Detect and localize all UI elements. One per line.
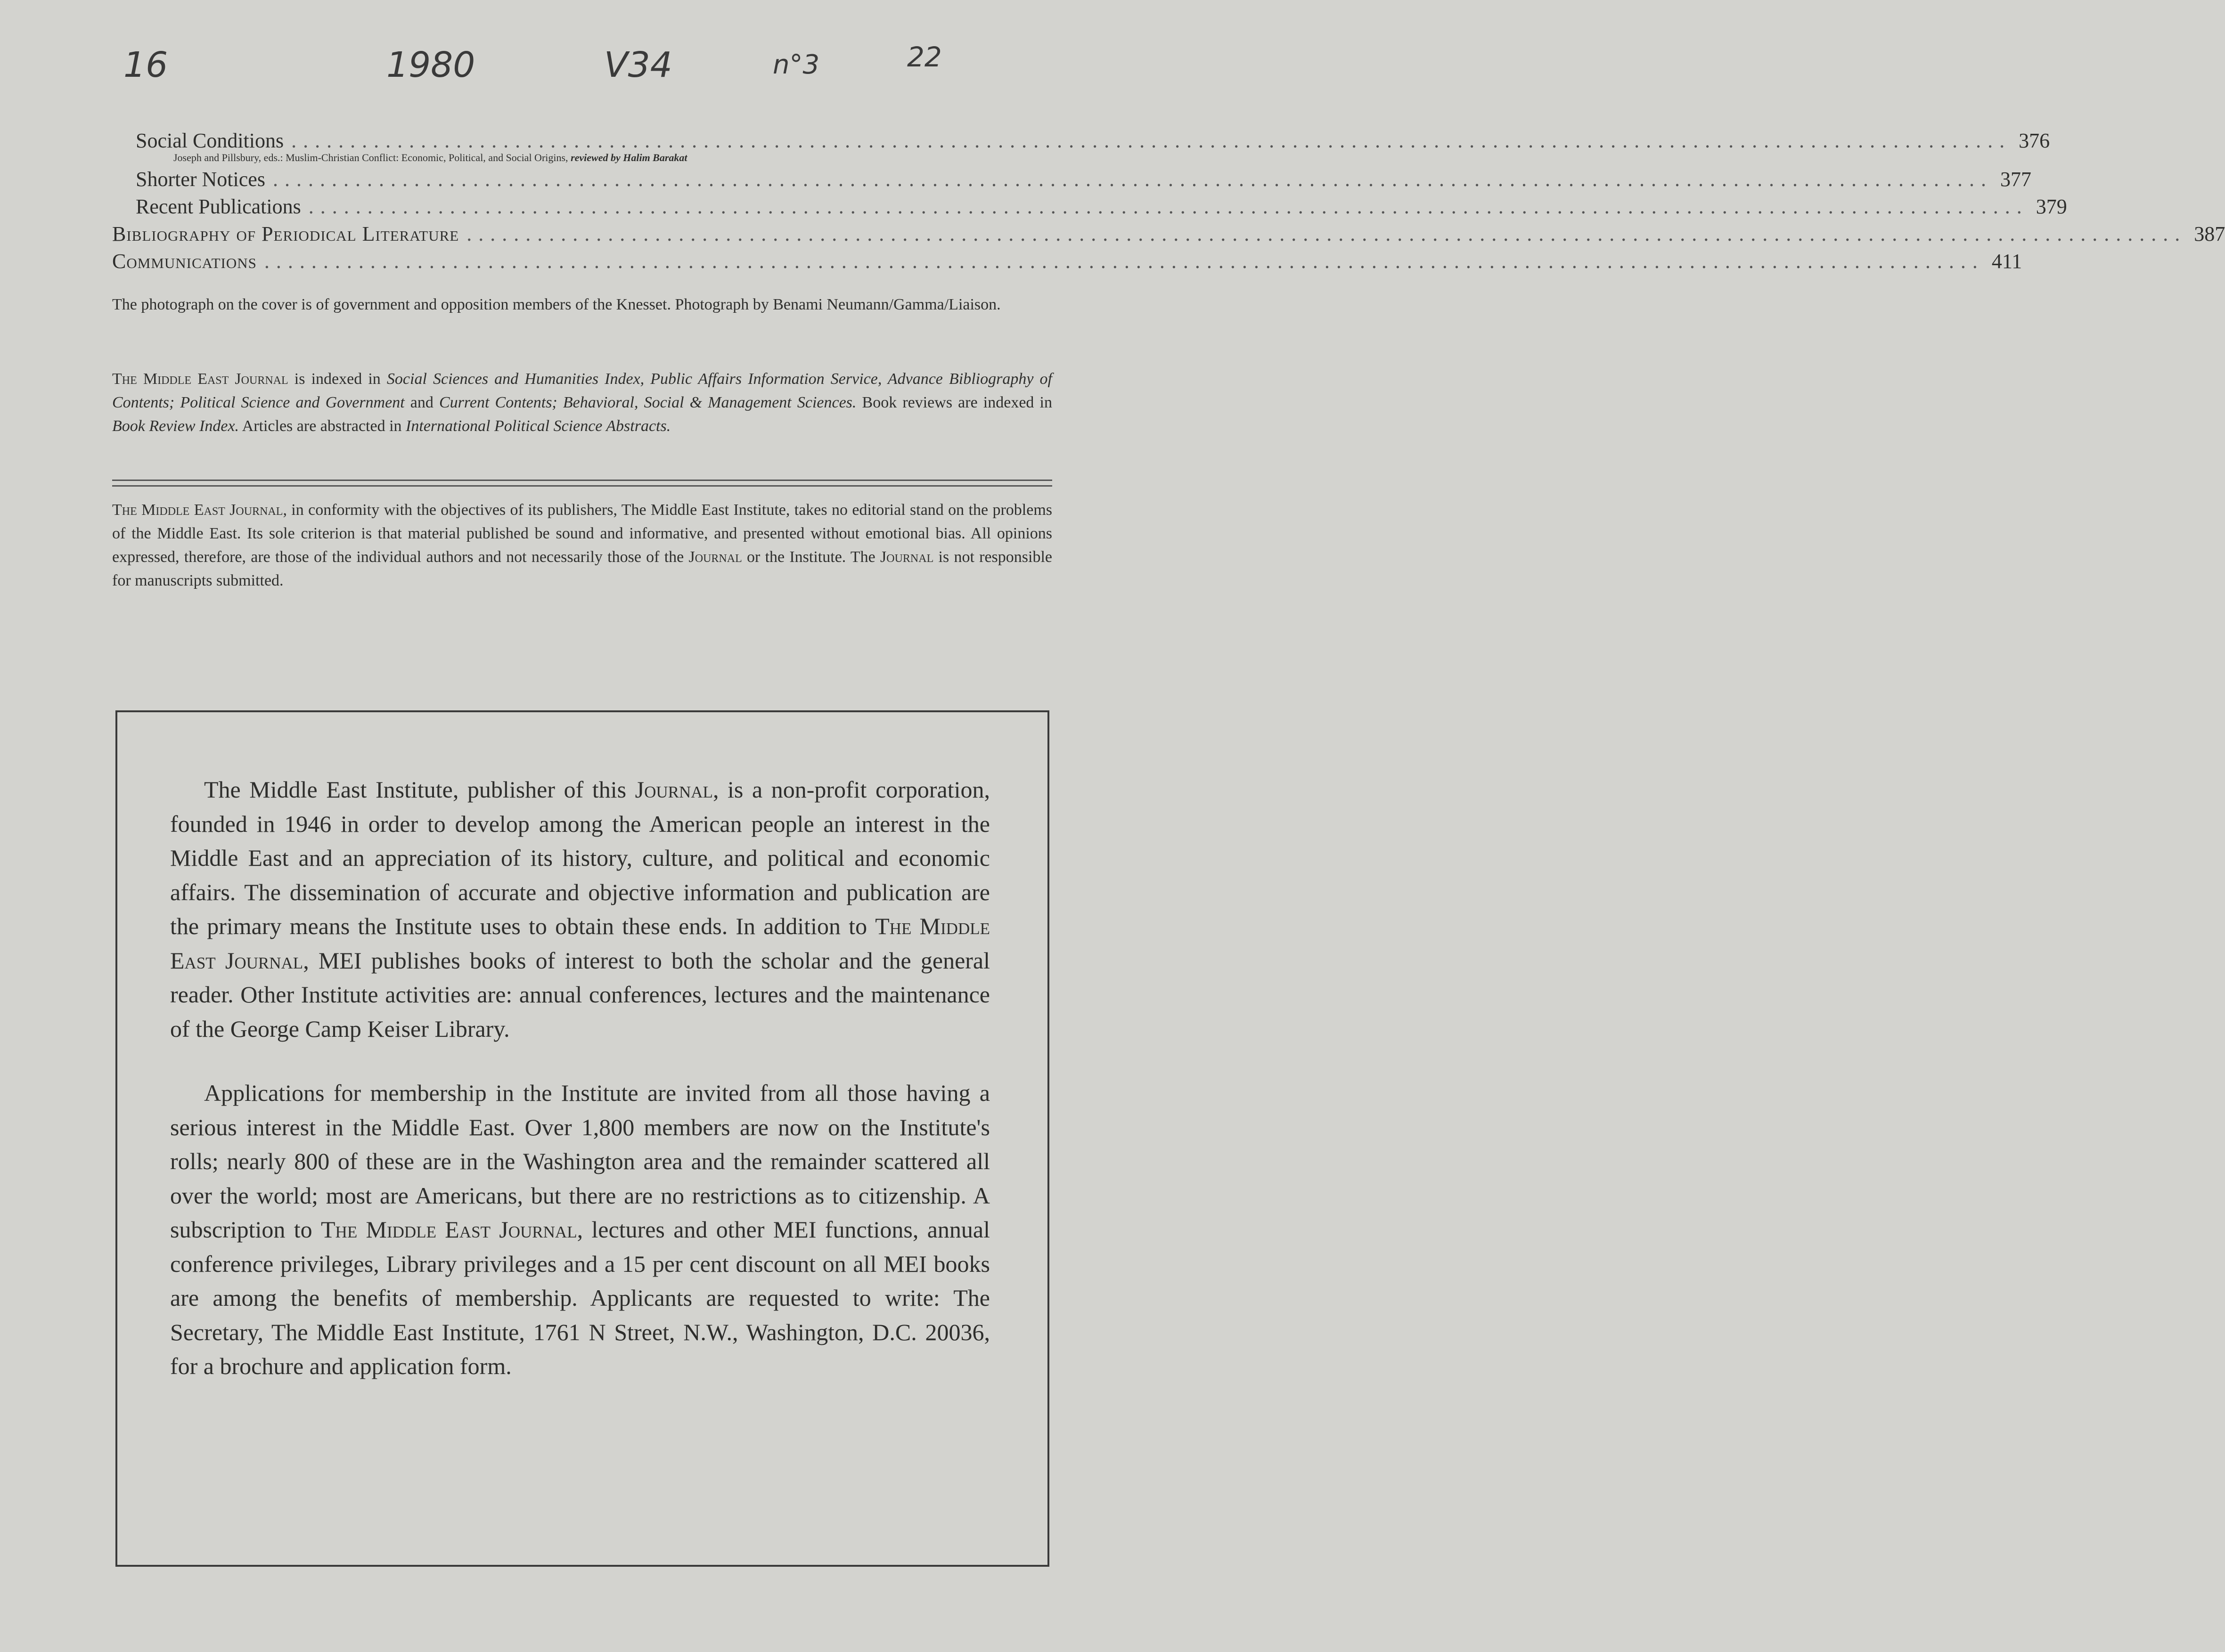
toc-page: 411 — [1991, 250, 2022, 273]
journal-name: The Middle East Journal — [112, 370, 288, 388]
index-note — [112, 367, 1052, 438]
table-of-contents — [112, 127, 2225, 275]
toc-leader: .................................................................................................................................................. — [308, 195, 2029, 218]
toc-page: 377 — [2000, 168, 2031, 191]
index-publications: Book Review Index. — [112, 417, 239, 435]
policy-text: is not responsible for manuscripts submitted. — [112, 548, 1052, 589]
journal-name: The Middle East Journal — [170, 913, 990, 974]
toc-page: 379 — [2036, 195, 2067, 218]
index-publications: International Political Science Abstracts. — [406, 417, 671, 435]
paragraph-text: , lectures and other MEI functions, annual conference privileges, Library privileges and a 15 per cent discount on all MEI books are among the benefits of membership. Applicants are requested to write: The Secretary, The Middle East Institute, 1761 N Street, N.W., Washington, D.C. 20036, for a brochure and application form. — [170, 1216, 990, 1379]
index-text: Articles are abstracted in — [239, 417, 406, 435]
paragraph-text: , is a non-profit corporation, founded in 1946 in order to develop among the American people an interest in the Middle East and an appreciation of its history, culture, and political and economic affairs. The dissemination of accurate and objective information and publication are the primary means the Institute uses to obtain these ends. In addition to — [170, 776, 990, 939]
index-text: Book reviews are indexed in — [856, 394, 1052, 411]
paragraph-text: , MEI publishes books of interest to both the scholar and the general reader. Other Institute activities are: annual conferences, lectures and the maintenance of the George Camp Keiser Library. — [170, 947, 990, 1042]
paragraph-text: Applications for membership in the Institute are invited from all those having a serious interest in the Middle East. Over 1,800 members are now on the Institute's rolls; nearly 800 of these are in the Washington area and the remainder scattered all over the world; most are Americans, but there are no restrictions as to citizenship. A subscription to — [170, 1080, 990, 1243]
toc-entry — [112, 166, 2031, 193]
divider-rule — [112, 480, 1052, 481]
journal-word: Journal — [635, 776, 713, 803]
index-publications: Current Contents; Behavioral, Social & Management Sciences. — [439, 394, 857, 411]
paragraph-text: The Middle East Institute, publisher of this — [204, 776, 635, 803]
index-text: and — [404, 394, 439, 411]
institute-info-box — [115, 710, 1049, 1567]
cover-note: The photograph on the cover is of government and opposition members of the Knesset. Photograph by Benami Neumann/Gamma/Liaison. — [112, 296, 1001, 313]
toc-label: Social Conditions — [136, 129, 284, 152]
handwritten-annotations — [0, 41, 1083, 106]
handwritten-number: 16 — [123, 45, 168, 85]
toc-label: Recent Publications — [136, 195, 301, 218]
membership-paragraph — [170, 1076, 990, 1383]
toc-leader: .................................................................................................................................................. — [466, 222, 2187, 245]
institute-info-text — [170, 773, 990, 1383]
journal-name: The Middle East Journal — [321, 1216, 577, 1243]
index-publications: Social Sciences and Humanities Index, Public Affairs Information Service, Advance Bibliography of Contents; Political Science and Government — [112, 370, 1052, 411]
toc-entry — [112, 127, 2050, 155]
handwritten-issue: n°3 — [773, 49, 820, 80]
policy-text: or the Institute. The — [742, 548, 881, 566]
handwritten-volume: V34 — [604, 45, 672, 85]
toc-leader: .................................................................................................................................................. — [272, 168, 1993, 191]
toc-entry — [112, 248, 2022, 275]
toc-reviewer: reviewed by Halim Barakat — [571, 152, 687, 163]
journal-name: The Middle East Journal — [112, 501, 283, 519]
journal-word: Journal — [688, 548, 742, 566]
toc-review-text: Joseph and Pillsbury, eds.: Muslim-Christian Conflict: Economic, Political, and Social Origins, — [173, 152, 568, 163]
divider-rule — [112, 485, 1052, 487]
institute-paragraph — [170, 773, 990, 1046]
journal-word: Journal — [880, 548, 934, 566]
toc-label: Bibliography of Periodical Literature — [112, 222, 459, 245]
toc-label: Shorter Notices — [136, 168, 265, 191]
policy-text: , in conformity with the objectives of its publishers, The Middle East Institute, takes no editorial stand on the problems of the Middle East. Its sole criterion is that material published be sound and informative, and presented without emotional bias. All opinions expressed, therefore, are those of the individual authors and not necessarily those of the — [112, 501, 1053, 566]
toc-leader: .................................................................................................................................................. — [291, 129, 2012, 152]
toc-entry — [112, 193, 2067, 220]
toc-page: 376 — [2019, 129, 2050, 152]
toc-label: Communications — [112, 250, 257, 273]
handwritten-code: 22 — [907, 41, 942, 73]
index-text: is indexed in — [288, 370, 387, 388]
toc-entry — [112, 220, 2225, 248]
policy-note — [112, 498, 1052, 593]
toc-page: 387 — [2194, 222, 2225, 245]
handwritten-year: 1980 — [386, 45, 475, 85]
toc-leader: .................................................................................................................................................. — [264, 250, 1984, 273]
